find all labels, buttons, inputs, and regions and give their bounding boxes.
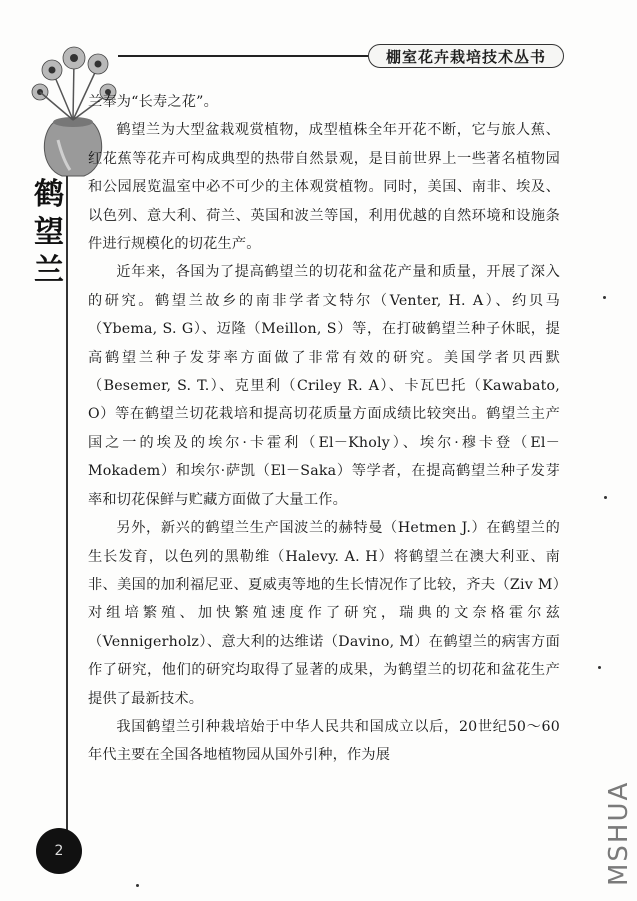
side-title-char: 鹤 <box>34 177 64 212</box>
body-text <box>88 88 560 770</box>
watermark-text: MSHUA <box>604 780 634 886</box>
paragraph: 另外，新兴的鹤望兰生产国波兰的赫特曼（Hetmen J.）在鹤望兰的生长发育，以色列的黑勒维（Halevy. A. H）将鹤望兰在澳大利亚、南非、美国的加利福尼亚、夏威夷等地的生长情况作了比较，齐夫（Ziv M）对组培繁殖、加快繁殖速度作了研究，瑞典的文奈格霍尔兹（Vennigerholz）、意大利的达维诺（Davino, M）在鹤望兰的病害方面作了研究，他们的研究均取得了显著的成果，为鹤望兰的切花和盆花生产提供了最新技术。 <box>88 520 560 707</box>
scan-speck <box>604 496 607 499</box>
paragraph: 鹤望兰为大型盆栽观赏植物，成型植株全年开花不断，它与旅人蕉、红花蕉等花卉可构成典型的热带自然景观，是目前世界上一些著名植物园和公园展览温室中必不可少的主体观赏植物。同时，美国、南非、埃及、以色列、意大利、荷兰、英国和波兰等国，利用优越的自然环境和设施条件进行规模化的切花生产。 <box>88 122 560 253</box>
side-title <box>32 176 66 290</box>
scan-speck <box>603 296 606 299</box>
side-title-char: 望 <box>34 215 64 250</box>
side-title-char: 兰 <box>34 253 64 288</box>
paragraph: 兰奉为“长寿之花”。 <box>88 94 219 110</box>
scan-speck <box>598 666 601 669</box>
page-number: 2 <box>36 828 82 874</box>
header-rule <box>118 55 368 57</box>
series-title-banner: 棚室花卉栽培技术丛书 <box>368 44 564 68</box>
scan-speck <box>136 884 139 887</box>
paragraph: 近年来，各国为了提高鹤望兰的切花和盆花产量和质量，开展了深入的研究。鹤望兰故乡的南非学者文特尔（Venter, H. A）、约贝马（Ybema, S. G）、迈隆（Meillon, S）等，在打破鹤望兰种子休眠，提高鹤望兰种子发芽率方面做了非常有效的研究。美国学者贝西默（Besemer, S. T.）、克里利（Criley R. A）、卡瓦巴托（Kawabato, O）等在鹤望兰切花栽培和提高切花质量方面成绩比较突出。鹤望兰主产国之一的埃及的埃尔·卡霍利（El－Kholy）、埃尔·穆卡登（El－Mokadem）和埃尔·萨凯（El－Saka）等学者，在提高鹤望兰种子发芽率和切花保鲜与贮藏方面做了大量工作。 <box>88 264 560 508</box>
paragraph: 我国鹤望兰引种栽培始于中华人民共和国成立以后，20世纪50～60年代主要在全国各地植物园从国外引种，作为展 <box>88 718 560 764</box>
watermark <box>596 780 636 890</box>
side-rule <box>66 176 68 836</box>
